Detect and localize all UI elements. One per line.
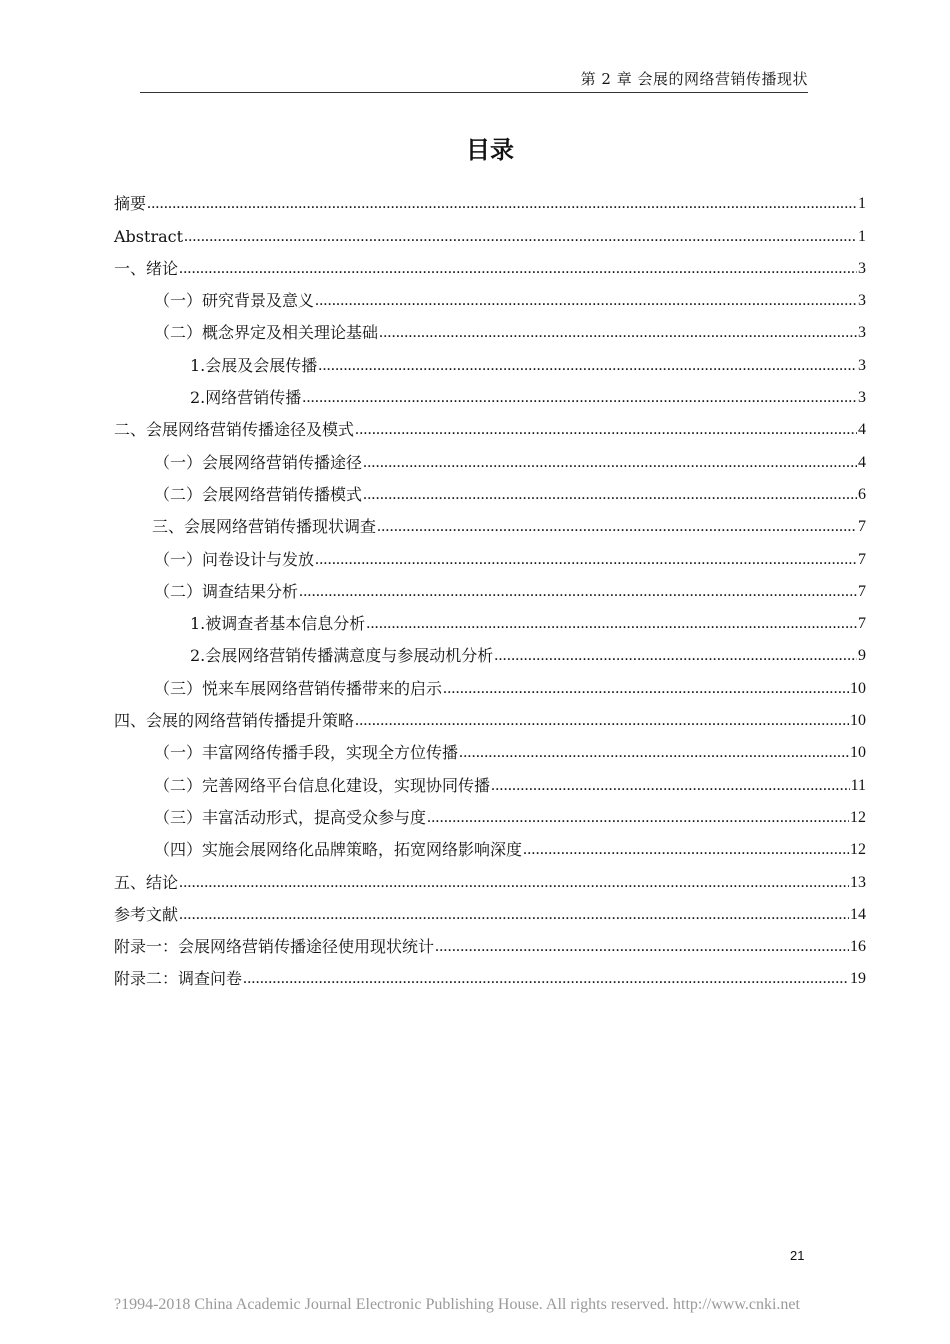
dot-leader xyxy=(184,227,857,247)
toc-entry-page: 16 xyxy=(850,938,866,956)
toc-entry-page: 3 xyxy=(858,389,866,407)
running-header: 第 2 章 会展的网络营销传播现状 xyxy=(140,68,808,93)
toc-entry[interactable] xyxy=(114,343,866,375)
toc-entry-label: 参考文献 xyxy=(114,904,179,924)
toc-entry-page: 4 xyxy=(858,453,866,471)
toc-entry-label: 附录一：会展网络营销传播途径使用现状统计 xyxy=(114,937,435,957)
toc-entry-label: 1.会展及会展传播 xyxy=(190,355,318,375)
toc-entry-label: 2.会展网络营销传播满意度与参展动机分析 xyxy=(190,646,494,666)
toc-entry-label: （三）丰富活动形式，提高受众参与度 xyxy=(154,807,427,827)
toc-entry-page: 10 xyxy=(850,744,866,762)
toc-entry-page: 9 xyxy=(858,647,866,665)
toc-entry[interactable] xyxy=(114,214,866,246)
toc-entry[interactable] xyxy=(114,537,866,569)
toc-entry[interactable] xyxy=(114,247,866,279)
dot-leader xyxy=(355,420,857,440)
toc-entry-label: （一）丰富网络传播手段，实现全方位传播 xyxy=(154,743,459,763)
dot-leader xyxy=(491,776,850,796)
toc-entry[interactable] xyxy=(114,957,866,989)
toc-entry-page: 13 xyxy=(850,873,866,891)
toc-entry-label: （二）完善网络平台信息化建设，实现协同传播 xyxy=(154,775,491,795)
toc-title: 目录 xyxy=(466,136,514,164)
dot-leader xyxy=(363,485,857,505)
toc-entry[interactable] xyxy=(114,440,866,472)
toc-entry-page: 3 xyxy=(858,356,866,374)
toc-entry-page: 1 xyxy=(858,227,866,245)
dot-leader xyxy=(315,291,857,311)
dot-leader xyxy=(147,194,857,214)
toc-entry-label: 二、会展网络营销传播途径及模式 xyxy=(114,420,355,440)
toc-entry[interactable] xyxy=(114,828,866,860)
dot-leader xyxy=(435,937,849,957)
toc-entry-page: 10 xyxy=(850,679,866,697)
toc-entry-page: 3 xyxy=(858,324,866,342)
toc-entry-page: 7 xyxy=(858,615,866,633)
dot-leader xyxy=(179,873,849,893)
toc-entry[interactable] xyxy=(114,796,866,828)
toc-entry-label: 四、会展的网络营销传播提升策略 xyxy=(114,711,355,731)
toc-entry[interactable] xyxy=(114,376,866,408)
dot-leader xyxy=(243,969,849,989)
dot-leader xyxy=(318,356,857,376)
toc-entry-page: 3 xyxy=(858,292,866,310)
toc-entry-label: （三）悦来车展网络营销传播带来的启示 xyxy=(154,678,443,698)
toc-entry-page: 12 xyxy=(850,841,866,859)
toc-entry[interactable] xyxy=(114,473,866,505)
toc-entry[interactable] xyxy=(114,860,866,892)
toc-entry[interactable] xyxy=(114,182,866,214)
toc-entry-label: Abstract xyxy=(114,226,184,246)
dot-leader xyxy=(427,808,849,828)
dot-leader xyxy=(379,323,857,343)
toc-entry-page: 19 xyxy=(850,970,866,988)
toc-entry-label: （二）概念界定及相关理论基础 xyxy=(154,323,379,343)
toc-entry[interactable] xyxy=(114,763,866,795)
dot-leader xyxy=(523,840,849,860)
dot-leader xyxy=(377,517,857,537)
toc-entry-page: 14 xyxy=(850,905,866,923)
toc-entry-label: （二）调查结果分析 xyxy=(154,581,299,601)
copyright-footer: ?1994-2018 China Academic Journal Electronic Publishing House. All rights reserved. http://www.cnki.net xyxy=(114,1296,800,1313)
toc-entry-page: 6 xyxy=(858,485,866,503)
toc-entry-page: 7 xyxy=(858,518,866,536)
dot-leader xyxy=(179,905,849,925)
page-number: 21 xyxy=(790,1248,805,1263)
dot-leader xyxy=(315,550,857,570)
toc-entry-label: （一）研究背景及意义 xyxy=(154,291,315,311)
toc-entry[interactable] xyxy=(114,602,866,634)
dot-leader xyxy=(443,679,849,699)
toc-entry[interactable] xyxy=(114,570,866,602)
toc-entry-label: 摘要 xyxy=(114,194,147,214)
dot-leader xyxy=(459,743,849,763)
toc-entry-label: 三、会展网络营销传播现状调查 xyxy=(152,517,377,537)
dot-leader xyxy=(366,614,857,634)
table-of-contents xyxy=(114,182,866,989)
toc-entry-label: （一）会展网络营销传播途径 xyxy=(154,452,363,472)
toc-entry-page: 7 xyxy=(858,550,866,568)
dot-leader xyxy=(494,646,857,666)
dot-leader xyxy=(299,582,857,602)
dot-leader xyxy=(302,388,857,408)
toc-entry[interactable] xyxy=(114,699,866,731)
toc-entry[interactable] xyxy=(114,893,866,925)
toc-entry[interactable] xyxy=(114,925,866,957)
toc-entry-page: 10 xyxy=(850,712,866,730)
toc-entry[interactable] xyxy=(114,408,866,440)
dot-leader xyxy=(363,453,857,473)
toc-entry-page: 7 xyxy=(858,582,866,600)
toc-entry[interactable] xyxy=(114,311,866,343)
toc-entry-page: 3 xyxy=(858,259,866,277)
toc-entry[interactable] xyxy=(114,634,866,666)
toc-entry-label: （四）实施会展网络化品牌策略，拓宽网络影响深度 xyxy=(154,840,523,860)
toc-entry-label: （二）会展网络营销传播模式 xyxy=(154,484,363,504)
toc-entry-label: 1.被调查者基本信息分析 xyxy=(190,614,366,634)
toc-entry-label: 五、结论 xyxy=(114,872,179,892)
toc-entry-page: 12 xyxy=(850,808,866,826)
toc-entry-label: 附录二：调查问卷 xyxy=(114,969,243,989)
toc-entry-page: 11 xyxy=(850,776,866,794)
dot-leader xyxy=(355,711,849,731)
toc-entry-page: 4 xyxy=(858,421,866,439)
toc-entry-label: 2.网络营销传播 xyxy=(190,388,302,408)
toc-entry[interactable] xyxy=(114,279,866,311)
dot-leader xyxy=(179,259,857,279)
toc-entry-label: 一、绪论 xyxy=(114,258,179,278)
toc-entry[interactable] xyxy=(114,666,866,698)
toc-entry-label: （一）问卷设计与发放 xyxy=(154,549,315,569)
toc-entry[interactable] xyxy=(114,505,866,537)
toc-entry-page: 1 xyxy=(858,195,866,213)
toc-entry[interactable] xyxy=(114,731,866,763)
